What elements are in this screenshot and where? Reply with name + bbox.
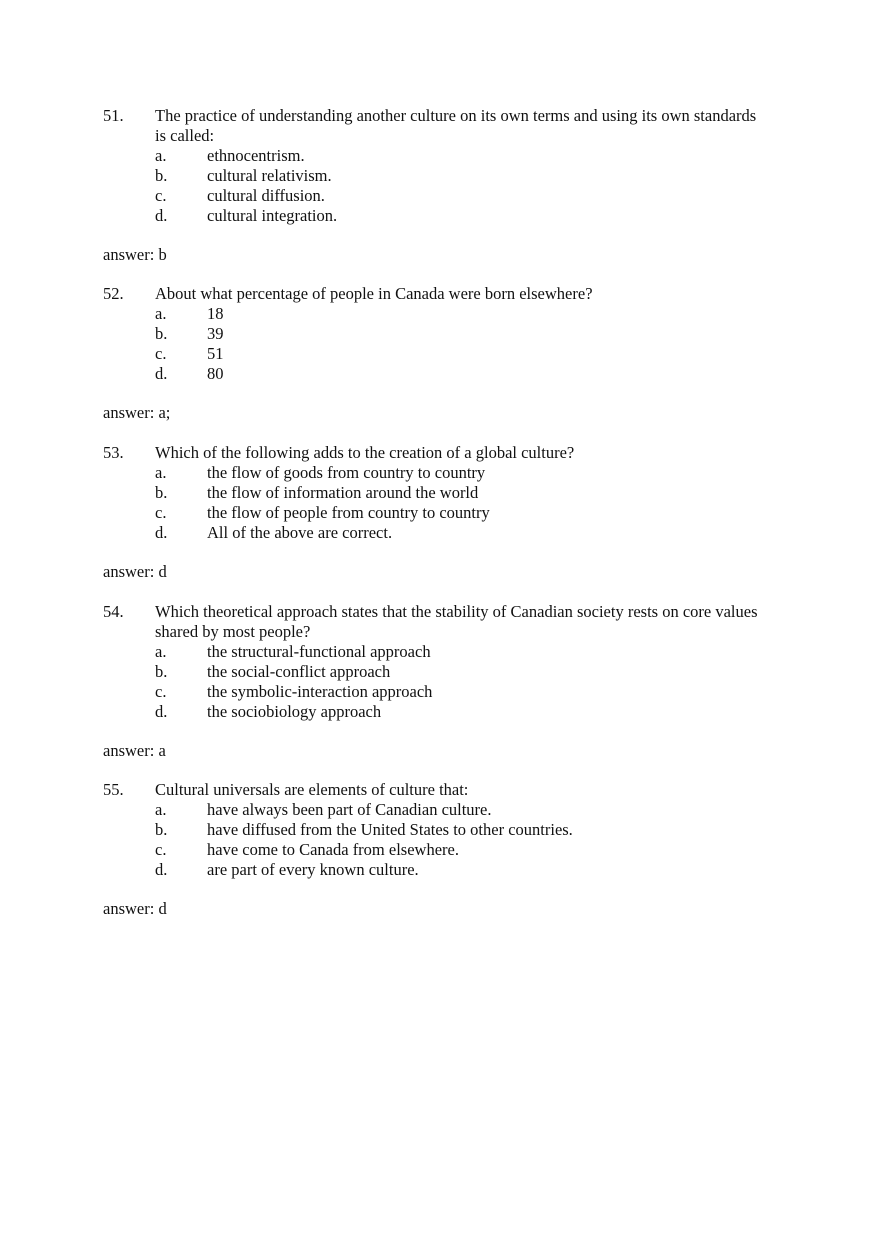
question-number: 53. <box>103 443 124 462</box>
option-text: the structural-functional approach <box>207 642 431 661</box>
option-letter: d. <box>155 206 168 225</box>
question-stem <box>103 106 763 146</box>
option-b <box>103 820 763 840</box>
question-text: Cultural universals are elements of culture that: <box>155 780 469 799</box>
option-text: the social-conflict approach <box>207 662 391 681</box>
option-letter: b. <box>155 324 168 343</box>
question-51 <box>103 106 763 265</box>
option-a <box>103 800 763 820</box>
question-stem <box>103 284 763 304</box>
answer-line: answer: a; <box>103 403 171 422</box>
question-stem <box>103 780 763 800</box>
option-letter: d. <box>155 702 168 721</box>
option-d <box>103 702 763 722</box>
answer-line: answer: d <box>103 899 167 918</box>
question-stem <box>103 443 763 463</box>
option-letter: c. <box>155 186 167 205</box>
question-52 <box>103 284 763 423</box>
option-c <box>103 186 763 206</box>
option-a <box>103 146 763 166</box>
question-number: 51. <box>103 106 124 125</box>
option-text: the flow of information around the world <box>207 483 479 502</box>
option-letter: b. <box>155 483 168 502</box>
option-d <box>103 206 763 226</box>
option-b <box>103 662 763 682</box>
option-a <box>103 642 763 662</box>
option-text: cultural diffusion. <box>207 186 325 205</box>
question-text: Which of the following adds to the creation of a global culture? <box>155 443 575 462</box>
option-d <box>103 523 763 543</box>
option-d <box>103 364 763 384</box>
option-letter: d. <box>155 860 168 879</box>
option-text: the sociobiology approach <box>207 702 382 721</box>
option-letter: a. <box>155 304 167 323</box>
question-text: The practice of understanding another culture on its own terms and using its own standards is called: <box>155 106 757 145</box>
option-letter: d. <box>155 523 168 542</box>
option-text: the flow of goods from country to country <box>207 463 486 482</box>
question-number: 55. <box>103 780 124 799</box>
option-c <box>103 682 763 702</box>
option-letter: a. <box>155 463 167 482</box>
option-b <box>103 166 763 186</box>
option-text: 51 <box>207 344 224 363</box>
option-d <box>103 860 763 880</box>
answer-line: answer: a <box>103 741 166 760</box>
option-letter: d. <box>155 364 168 383</box>
option-text: cultural integration. <box>207 206 338 225</box>
option-c <box>103 503 763 523</box>
option-a <box>103 304 763 324</box>
question-text: About what percentage of people in Canada were born elsewhere? <box>155 284 593 303</box>
option-letter: b. <box>155 820 168 839</box>
option-text: All of the above are correct. <box>207 523 393 542</box>
option-b <box>103 483 763 503</box>
option-text: have come to Canada from elsewhere. <box>207 840 459 859</box>
option-c <box>103 344 763 364</box>
option-letter: c. <box>155 682 167 701</box>
option-text: 80 <box>207 364 224 383</box>
question-number: 54. <box>103 602 124 621</box>
option-letter: c. <box>155 840 167 859</box>
option-letter: a. <box>155 642 167 661</box>
option-text: the flow of people from country to country <box>207 503 490 522</box>
option-text: have diffused from the United States to other countries. <box>207 820 573 839</box>
option-letter: b. <box>155 166 168 185</box>
question-54 <box>103 602 763 761</box>
option-letter: a. <box>155 146 167 165</box>
option-text: have always been part of Canadian culture. <box>207 800 492 819</box>
option-letter: c. <box>155 344 167 363</box>
option-letter: c. <box>155 503 167 522</box>
question-53 <box>103 443 763 582</box>
option-text: cultural relativism. <box>207 166 332 185</box>
option-c <box>103 840 763 860</box>
option-b <box>103 324 763 344</box>
option-text: are part of every known culture. <box>207 860 419 879</box>
option-letter: a. <box>155 800 167 819</box>
option-text: ethnocentrism. <box>207 146 305 165</box>
answer-line: answer: b <box>103 245 167 264</box>
option-letter: b. <box>155 662 168 681</box>
question-55 <box>103 780 763 919</box>
answer-line: answer: d <box>103 562 167 581</box>
option-text: 39 <box>207 324 224 343</box>
option-text: the symbolic-interaction approach <box>207 682 433 701</box>
question-text: Which theoretical approach states that the stability of Canadian society rests on core values shared by most people? <box>155 602 758 641</box>
question-stem <box>103 602 763 642</box>
option-a <box>103 463 763 483</box>
question-number: 52. <box>103 284 124 303</box>
option-text: 18 <box>207 304 224 323</box>
